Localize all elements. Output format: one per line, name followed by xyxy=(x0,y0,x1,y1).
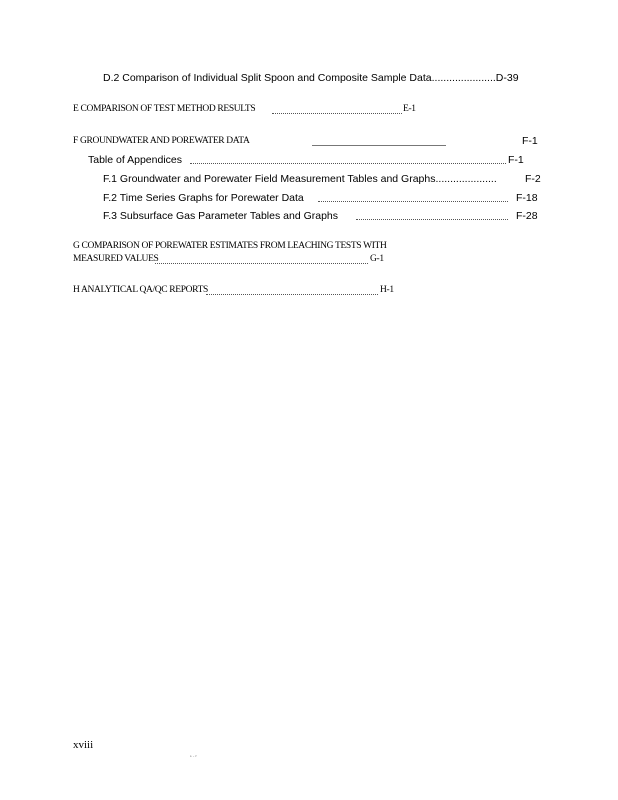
toc-entry-g-line2[interactable] xyxy=(73,254,158,264)
toc-entry-table-of-appendices-title: Table of Appendices xyxy=(88,154,182,166)
toc-entry-h-leader xyxy=(206,294,378,295)
toc-entry-f2[interactable] xyxy=(103,192,304,204)
footer-mark: ˚ ˙˝ xyxy=(190,756,197,762)
toc-entry-table-of-appendices-leader xyxy=(190,163,506,164)
toc-entry-f[interactable] xyxy=(73,136,249,146)
toc-entry-e-leader xyxy=(272,113,402,114)
toc-entry-f2-title: F.2 Time Series Graphs for Porewater Data xyxy=(103,192,304,204)
toc-entry-f-title: F GROUNDWATER AND POREWATER DATA xyxy=(73,136,250,146)
toc-entry-e-page: E-1 xyxy=(403,104,416,114)
toc-entry-g-line1[interactable]: G COMPARISON OF POREWATER ESTIMATES FROM LEACHING TESTS WITH xyxy=(73,241,387,251)
toc-entry-d2-page: D-39 xyxy=(495,72,519,84)
toc-entry-f2-leader xyxy=(318,201,508,202)
toc-entry-g-leader xyxy=(155,263,368,264)
toc-entry-h[interactable] xyxy=(73,285,208,295)
toc-entry-f1[interactable] xyxy=(103,173,497,185)
toc-entry-h-title: H ANALYTICAL QA/QC REPORTS xyxy=(73,285,208,295)
toc-entry-g-page: G-1 xyxy=(370,254,384,264)
toc-entry-d2[interactable] xyxy=(103,72,519,84)
toc-entry-f3-title: F.3 Subsurface Gas Parameter Tables and Graphs xyxy=(103,210,339,222)
toc-entry-g-title-cont: MEASURED VALUES xyxy=(73,254,159,264)
toc-entry-d2-leader: ...................... xyxy=(431,72,496,84)
toc-entry-f3[interactable] xyxy=(103,210,338,222)
toc-entry-f1-leader: ..................... xyxy=(435,173,497,185)
toc-entry-f1-page: F-2 xyxy=(525,173,541,185)
toc-entry-f2-page: F-18 xyxy=(516,192,538,204)
toc-entry-d2-title: D.2 Comparison of Individual Split Spoon and Composite Sample Data xyxy=(103,72,432,84)
toc-entry-f3-leader xyxy=(356,219,508,220)
toc-entry-table-of-appendices-page: F-1 xyxy=(508,154,524,166)
toc-entry-f1-title: F.1 Groundwater and Porewater Field Measurement Tables and Graphs xyxy=(103,173,436,185)
toc-entry-h-page: H-1 xyxy=(380,285,394,295)
toc-entry-f-page: F-1 xyxy=(522,135,538,147)
toc-entry-e-title: E COMPARISON OF TEST METHOD RESULTS xyxy=(73,104,256,114)
toc-entry-table-of-appendices[interactable] xyxy=(88,154,182,166)
toc-entry-f-leader xyxy=(312,145,446,146)
page-number: xviii xyxy=(73,739,94,751)
toc-entry-e[interactable] xyxy=(73,104,255,114)
toc-entry-f3-page: F-28 xyxy=(516,210,538,222)
